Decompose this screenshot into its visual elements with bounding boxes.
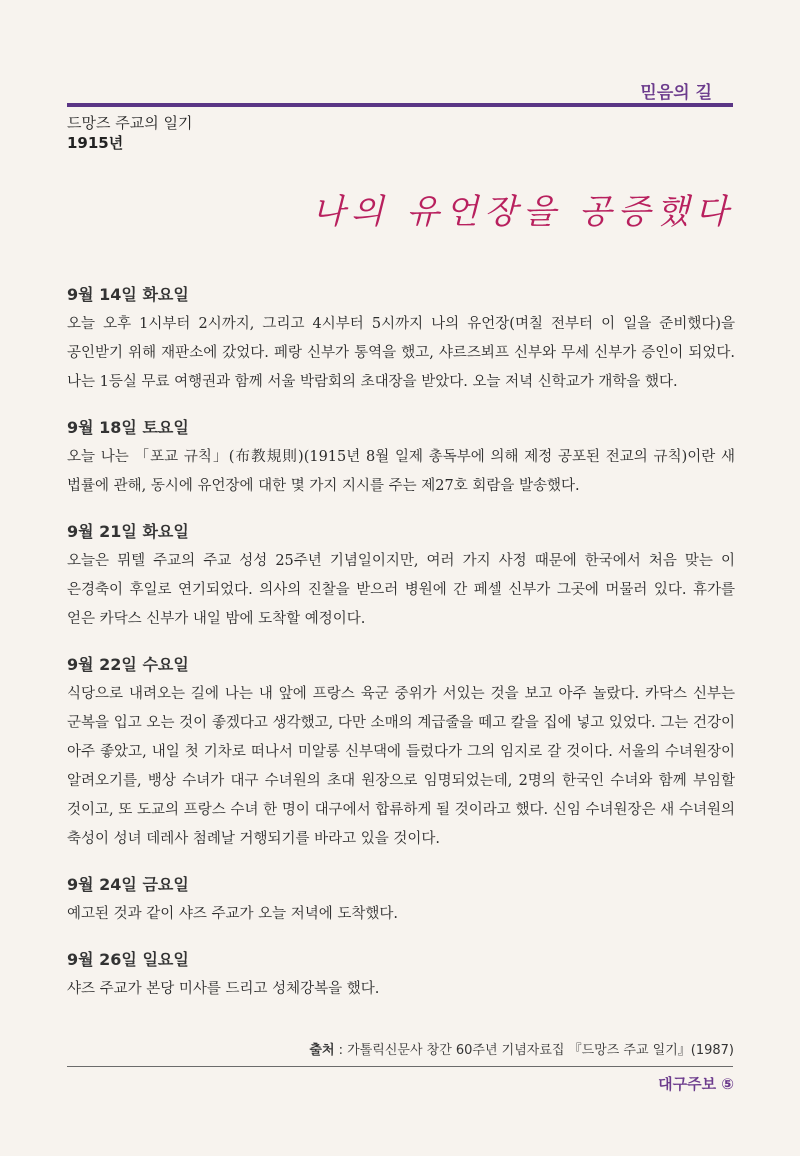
source-label: 출처 — [309, 1043, 335, 1058]
entry-text: 식당으로 내려오는 길에 나는 내 앞에 프랑스 육군 중위가 서있는 것을 보고 아주 놀랐다. 카닥스 신부는 군복을 입고 오는 것이 좋겠다고 생각했고, 다만 소매의 계급줄을 떼고 칼을 집에 넣고 있었다. 그는 건강이 아주 좋았고, 내일 첫 기차로 떠나서 미알롱 신부댁에 들렀다가 그의 임지로 갈 것이다. 서울의 수녀원장이 알려오기를, 뱅상 수녀가 대구 수녀원의 초대 원장으로 임명되었는데, 2명의 한국인 수녀와 함께 부임할 것이고, 또 도교의 프랑스 수녀 한 명이 대구에서 합류하게 될 것이라고 했다. 신임 수녀원장은 새 수녀원의 축성이 성녀 데레사 첨례날 거행되기를 바라고 있을 것이다. — [67, 686, 735, 847]
footer-divider — [67, 1066, 733, 1067]
page-number: ⑤ — [721, 1075, 734, 1093]
source-text: : 가톨릭신문사 창간 60주년 기념자료집 『드망즈 주교 일기』(1987) — [334, 1043, 734, 1058]
publication-name: 대구주보 — [658, 1075, 717, 1093]
diary-entry — [67, 519, 735, 634]
entry-date: 9월 24일 금요일 — [67, 875, 189, 894]
diary-entry — [67, 947, 735, 1004]
entry-text: 예고된 것과 같이 샤즈 주교가 오늘 저녁에 도착했다. — [67, 906, 399, 922]
entry-date: 9월 21일 화요일 — [67, 522, 189, 541]
entry-date: 9월 26일 일요일 — [67, 950, 189, 969]
entry-date: 9월 14일 화요일 — [67, 285, 189, 304]
entry-date: 9월 22일 수요일 — [67, 655, 189, 674]
entry-text: 샤즈 주교가 본당 미사를 드리고 성체강복을 했다. — [67, 981, 380, 997]
source-citation — [309, 1039, 734, 1058]
diary-entry — [67, 652, 735, 854]
section-tag: 믿음의 길 — [640, 83, 712, 103]
article-title: 나의 유언장을 공증했다 — [311, 192, 734, 232]
diary-entry — [67, 872, 735, 929]
header-divider — [67, 103, 733, 107]
entry-date: 9월 18일 토요일 — [67, 418, 189, 437]
entry-text: 오늘은 뮈텔 주교의 주교 성성 25주년 기념일이지만, 여러 가지 사정 때문에 한국에서 처음 맞는 이 은경축이 후일로 연기되었다. 의사의 진찰을 받으러 병원에 간 페셀 신부가 그곳에 머물러 있다. 휴가를 얻은 카닥스 신부가 내일 밤에 도착할 예정이다. — [67, 553, 735, 627]
entry-text: 오늘 오후 1시부터 2시까지, 그리고 4시부터 5시까지 나의 유언장(며칠 전부터 이 일을 준비했다)을 공인받기 위해 재판소에 갔었다. 페랑 신부가 통역을 했고, 샤르즈뵈프 신부와 무세 신부가 증인이 되었다. 나는 1등실 무료 여행권과 함께 서울 박람회의 초대장을 받았다. 오늘 저녁 신학교가 개학을 했다. — [67, 316, 735, 390]
diary-entries — [67, 282, 735, 1022]
diary-entry — [67, 415, 735, 501]
series-year: 1915년 — [67, 134, 124, 152]
series-title: 드망즈 주교의 일기 — [67, 114, 193, 132]
page-footer — [658, 1073, 734, 1094]
diary-entry — [67, 282, 735, 397]
entry-text: 오늘 나는 「포교 규칙」(布教規則)(1915년 8월 일제 총독부에 의해 제정 공포된 전교의 규칙)이란 새 법률에 관해, 동시에 유언장에 대한 몇 가지 지시를 주는 제27호 회람을 발송했다. — [67, 449, 735, 494]
